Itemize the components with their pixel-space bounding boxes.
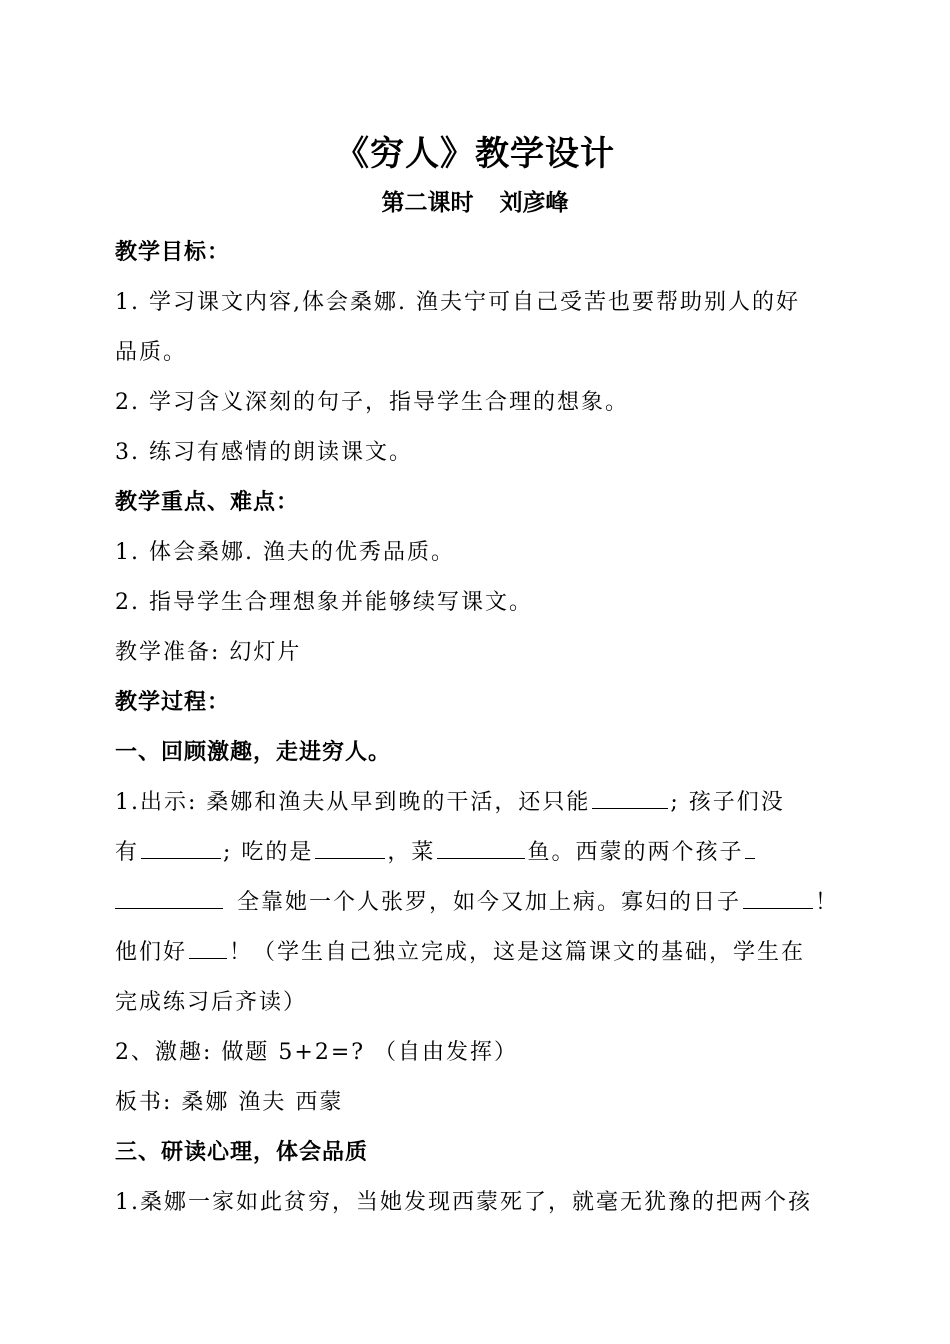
exercise-text: 鱼。西蒙的两个孩子 [527, 840, 744, 865]
step-2: 2、激趣: 做题 5+2=? （自由发挥） [115, 1040, 519, 1065]
fill-blank [437, 838, 525, 859]
fill-blank [745, 838, 755, 859]
goals-heading: 教学目标： [115, 240, 231, 265]
exercise-line-4 [115, 935, 845, 966]
exercise-text: 全靠她一个人张罗，如今又加上病。寡妇的日子 [237, 890, 742, 915]
fill-blank [315, 838, 385, 859]
fill-blank [592, 788, 668, 809]
paragraph-last: 1.桑娜一家如此贫穷，当她发现西蒙死了，就毫无犹豫的把两个孩 [115, 1190, 812, 1215]
section-1-heading: 一、回顾激趣，走进穷人。 [115, 740, 392, 765]
document-title: 《穷人》教学设计 [335, 134, 615, 174]
goal-1-line-1: 1. 学习课文内容,体会桑娜. 渔夫宁可自己受苦也要帮助别人的好 [115, 290, 800, 315]
fill-blank [743, 888, 813, 909]
key-point-1: 1. 体会桑娜. 渔夫的优秀品质。 [115, 540, 455, 565]
process-heading: 教学过程： [115, 690, 231, 715]
lesson-label: 第二课时 [381, 190, 474, 216]
fill-blank [141, 838, 221, 859]
blackboard-notes: 板书: 桑娜 渔夫 西蒙 [115, 1090, 344, 1115]
document-subtitle [0, 184, 950, 217]
goal-2: 2. 学习含义深刻的句子，指导学生合理的想象。 [115, 390, 629, 415]
fill-blank [189, 938, 227, 959]
exercise-text: ; 吃的是 [223, 840, 314, 865]
fill-blank [115, 888, 223, 909]
key-points-heading: 教学重点、难点： [115, 490, 300, 515]
exercise-text: ！ [815, 890, 840, 915]
exercise-line-3 [115, 885, 845, 916]
goal-3: 3. 练习有感情的朗读课文。 [115, 440, 413, 465]
exercise-line-1 [115, 785, 845, 816]
exercise-line-2 [115, 835, 845, 866]
exercise-text: 1.出示: 桑娜和渔夫从早到晚的干活，还只能 [115, 790, 591, 815]
exercise-text: ，菜 [387, 840, 436, 865]
exercise-text: 有 [115, 840, 140, 865]
exercise-text: 他们好 [115, 940, 188, 965]
exercise-line-5: 完成练习后齐读） [115, 990, 308, 1015]
key-point-2: 2. 指导学生合理想象并能够续写课文。 [115, 590, 533, 615]
author-name: 刘彦峰 [499, 190, 569, 216]
goal-1-line-2: 品质。 [115, 340, 188, 365]
exercise-text: ！（学生自己独立完成，这是这篇课文的基础，学生在 [229, 940, 806, 965]
section-3-heading: 三、研读心理，体会品质 [115, 1140, 369, 1165]
preparation: 教学准备: 幻灯片 [115, 640, 302, 665]
exercise-text: ; 孩子们没 [670, 790, 785, 815]
